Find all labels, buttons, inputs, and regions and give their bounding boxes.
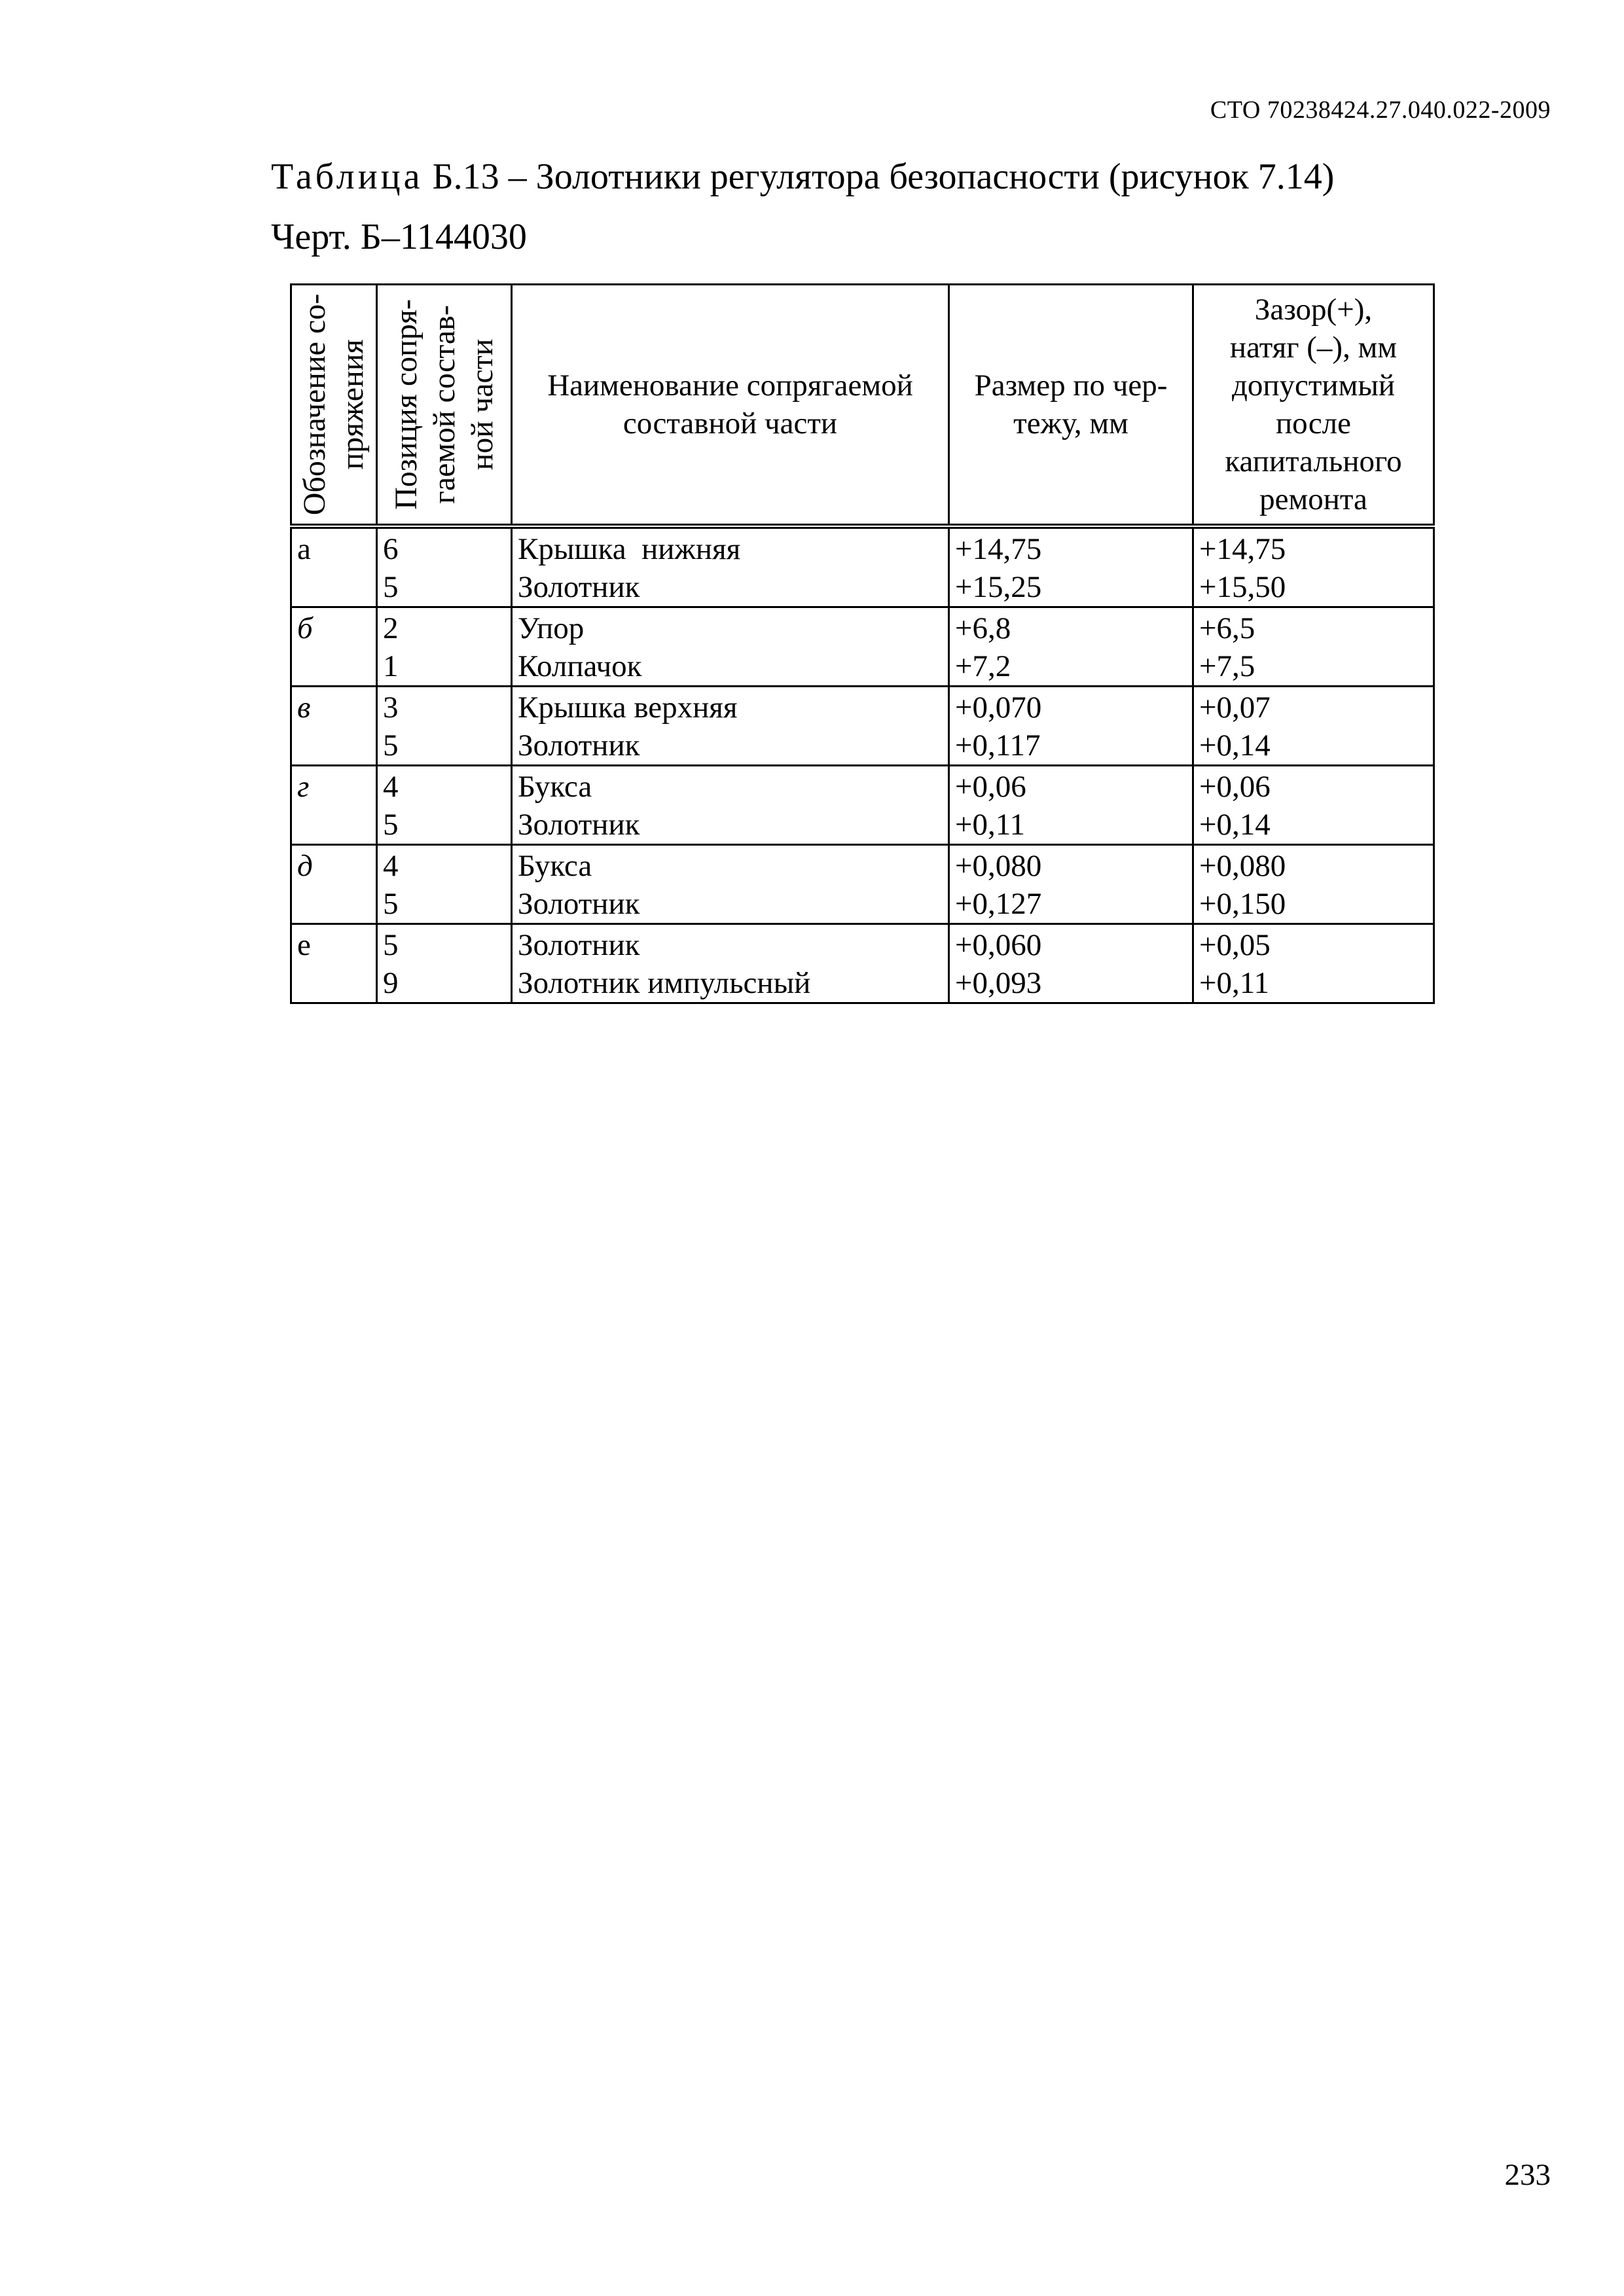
- part-name-cell: [512, 687, 949, 766]
- drawing-size-value: +0,060: [955, 928, 1042, 962]
- drawing-size-value: +15,25: [955, 570, 1042, 604]
- header-allowed-clearance-line: после: [1276, 406, 1351, 440]
- allowed-clearance-value: +0,080: [1199, 849, 1286, 883]
- allowed-clearance-value: +0,11: [1199, 966, 1270, 1000]
- mating-mark: е: [297, 928, 311, 962]
- part-name-cell: [512, 924, 949, 1003]
- table-row: [291, 607, 1434, 687]
- mating-parts-table: [290, 283, 1435, 1004]
- position-cell: [377, 924, 512, 1003]
- drawing-size-value: +0,06: [955, 770, 1026, 804]
- allowed-clearance-value: +14,75: [1199, 532, 1286, 566]
- drawing-size-value: +0,117: [955, 728, 1041, 762]
- allowed-clearance-value: +0,06: [1199, 770, 1271, 804]
- header-part-position-line: ной части: [464, 338, 499, 471]
- allowed-clearance-cell: [1193, 924, 1434, 1003]
- mating-mark: б: [297, 611, 313, 645]
- part-name: Букса: [518, 849, 592, 883]
- position-cell: [377, 526, 512, 607]
- mating-mark-cell: [291, 526, 377, 607]
- allowed-clearance-value: +0,14: [1199, 808, 1271, 842]
- mating-mark: а: [297, 532, 311, 566]
- header-allowed-clearance: [1193, 285, 1434, 527]
- mating-mark-cell: [291, 845, 377, 924]
- position-cell: [377, 607, 512, 687]
- allowed-clearance-value: +0,07: [1199, 691, 1271, 725]
- header-part-position: [377, 285, 512, 527]
- part-name: Золотник: [518, 887, 640, 921]
- mating-mark: в: [297, 691, 311, 725]
- position-cell: [377, 845, 512, 924]
- part-name: Крышка верхняя: [518, 691, 738, 725]
- header-allowed-clearance-line: допустимый: [1231, 368, 1396, 403]
- table-row: [291, 687, 1434, 766]
- position-value: 4: [383, 849, 399, 883]
- allowed-clearance-cell: [1193, 766, 1434, 845]
- allowed-clearance-cell: [1193, 845, 1434, 924]
- part-name-cell: [512, 766, 949, 845]
- drawing-size-cell: [949, 526, 1193, 607]
- header-part-name-line: составной части: [623, 406, 838, 440]
- table-header-row: [291, 285, 1434, 527]
- table-caption-text: Б.13 – Золотники регулятора безопасности (рисунок 7.14): [423, 156, 1335, 197]
- position-value: 4: [383, 770, 399, 804]
- allowed-clearance-cell: [1193, 526, 1434, 607]
- header-part-position-line: Позиция сопря-: [388, 299, 424, 510]
- header-part-position-line: гаемой состав-: [426, 305, 461, 504]
- position-value: 5: [383, 728, 399, 762]
- part-name: Крышка нижняя: [518, 532, 741, 566]
- header-part-name: [512, 285, 949, 527]
- part-name: Золотник: [518, 928, 640, 962]
- allowed-clearance-cell: [1193, 687, 1434, 766]
- header-drawing-size: [949, 285, 1193, 527]
- mating-mark-cell: [291, 687, 377, 766]
- part-name: Золотник: [518, 570, 640, 604]
- position-value: 5: [383, 808, 399, 842]
- page-number: 233: [1504, 2158, 1551, 2192]
- drawing-reference: Черт. Б–1144030: [271, 217, 527, 257]
- header-part-name-line: Наименование сопрягаемой: [547, 368, 913, 403]
- table-caption-lead: Таблица: [271, 156, 424, 197]
- mating-mark: г: [297, 770, 310, 804]
- position-value: 6: [383, 532, 399, 566]
- table-caption: [271, 156, 1334, 198]
- drawing-size-value: +6,8: [955, 611, 1011, 645]
- part-name: Золотник: [518, 728, 640, 762]
- document-code: СТО 70238424.27.040.022-2009: [1210, 96, 1551, 124]
- position-value: 5: [383, 570, 399, 604]
- header-mating-designation-line: пряжения: [335, 339, 370, 470]
- drawing-size-cell: [949, 924, 1193, 1003]
- header-drawing-size-line: Размер по чер-: [974, 368, 1168, 403]
- drawing-size-cell: [949, 687, 1193, 766]
- position-value: 1: [383, 649, 399, 683]
- header-mating-designation-line: Обозначение со-: [297, 293, 332, 516]
- header-mating-designation: [291, 285, 377, 527]
- drawing-size-value: +0,127: [955, 887, 1042, 921]
- allowed-clearance-value: +7,5: [1199, 649, 1255, 683]
- allowed-clearance-cell: [1193, 607, 1434, 687]
- drawing-size-cell: [949, 766, 1193, 845]
- part-name-cell: [512, 845, 949, 924]
- table-row: [291, 845, 1434, 924]
- mating-mark-cell: [291, 766, 377, 845]
- mating-mark-cell: [291, 607, 377, 687]
- allowed-clearance-value: +0,05: [1199, 928, 1271, 962]
- header-allowed-clearance-line: натяг (–), мм: [1229, 331, 1398, 365]
- table-row: [291, 526, 1434, 607]
- part-name-cell: [512, 526, 949, 607]
- drawing-size-value: +0,093: [955, 966, 1042, 1000]
- header-allowed-clearance-line: ремонта: [1259, 482, 1367, 516]
- position-cell: [377, 766, 512, 845]
- part-name: Колпачок: [518, 649, 642, 683]
- table-row: [291, 766, 1434, 845]
- position-value: 5: [383, 887, 399, 921]
- drawing-size-cell: [949, 607, 1193, 687]
- position-value: 2: [383, 611, 399, 645]
- position-cell: [377, 687, 512, 766]
- drawing-size-cell: [949, 845, 1193, 924]
- part-name: Упор: [518, 611, 585, 645]
- mating-mark: д: [297, 849, 313, 883]
- part-name: Золотник импульсный: [518, 966, 811, 1000]
- drawing-size-value: +7,2: [955, 649, 1011, 683]
- header-drawing-size-line: тежу, мм: [1013, 406, 1128, 440]
- position-value: 9: [383, 966, 399, 1000]
- position-value: 3: [383, 691, 399, 725]
- allowed-clearance-value: +6,5: [1199, 611, 1255, 645]
- allowed-clearance-value: +0,150: [1199, 887, 1286, 921]
- position-value: 5: [383, 928, 399, 962]
- table-row: [291, 924, 1434, 1003]
- drawing-size-value: +0,080: [955, 849, 1042, 883]
- part-name-cell: [512, 607, 949, 687]
- header-allowed-clearance-line: капитального: [1225, 444, 1402, 478]
- part-name: Золотник: [518, 808, 640, 842]
- part-name: Букса: [518, 770, 592, 804]
- allowed-clearance-value: +15,50: [1199, 570, 1286, 604]
- drawing-size-value: +0,11: [955, 808, 1026, 842]
- drawing-size-value: +14,75: [955, 532, 1042, 566]
- allowed-clearance-value: +0,14: [1199, 728, 1271, 762]
- mating-mark-cell: [291, 924, 377, 1003]
- drawing-size-value: +0,070: [955, 691, 1042, 725]
- header-allowed-clearance-line: Зазор(+),: [1254, 293, 1373, 327]
